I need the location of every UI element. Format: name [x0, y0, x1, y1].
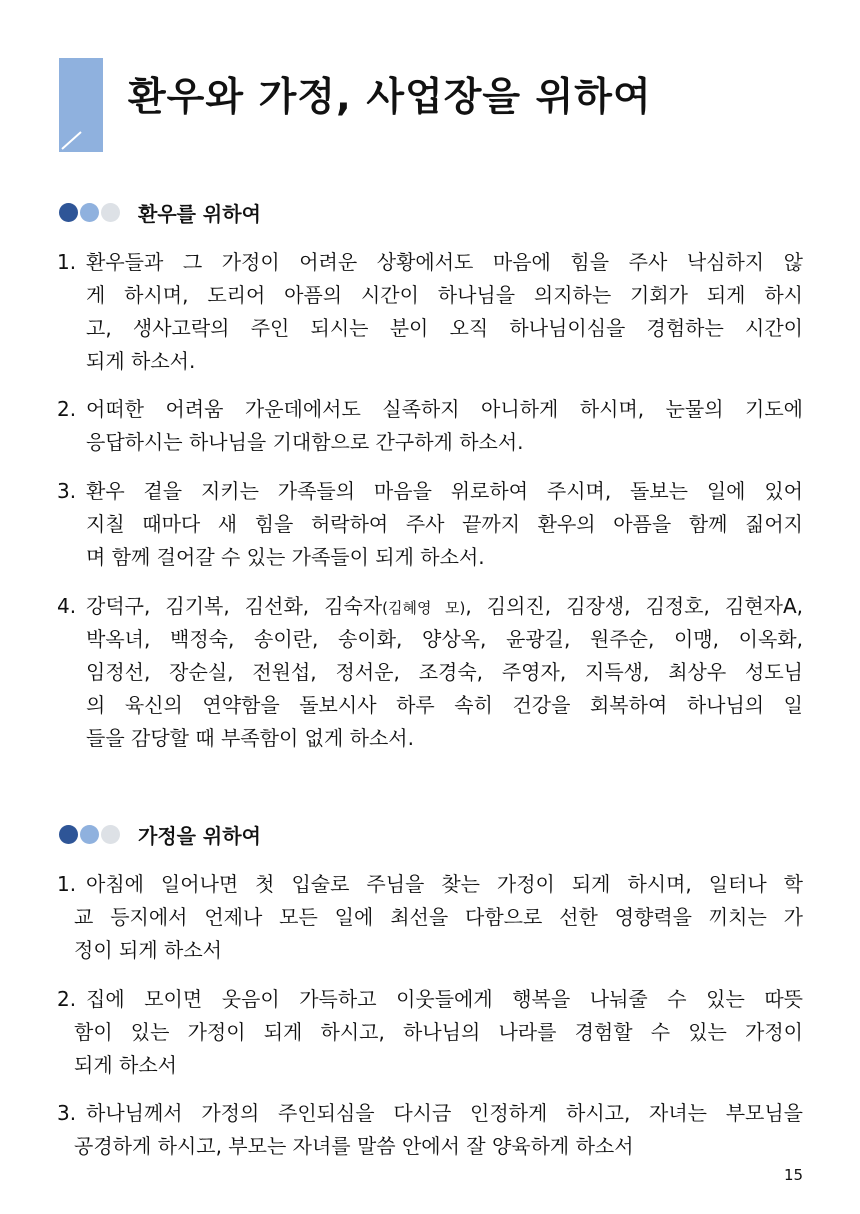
item-number: 2. — [57, 397, 77, 421]
page-title: 환우와 가정, 사업장을 위하여 — [128, 75, 652, 120]
item-number: 4. — [57, 594, 77, 618]
section-title: 환우를 위하여 — [138, 201, 261, 226]
dot-pale-icon — [101, 825, 120, 844]
dot-dark-icon — [59, 203, 78, 222]
item-line: 되게 하소서 — [74, 1053, 177, 1077]
item-line: 어떠한 어려움 가운데에서도 실족하지 아니하게 하시며, 눈물의 기도에 — [86, 397, 803, 421]
item-number: 1. — [57, 250, 77, 274]
page-number: 15 — [784, 1166, 804, 1184]
item-line: 함이 있는 가정이 되게 하시고, 하나님의 나라를 경험할 수 있는 가정이 — [74, 1020, 803, 1044]
item-line: 하나님께서 가정의 주인되심을 다시금 인정하게 하시고, 자녀는 부모님을 — [86, 1101, 803, 1125]
item-line: 집에 모이면 웃음이 가득하고 이웃들에게 행복을 나눠줄 수 있는 따뜻 — [86, 987, 803, 1011]
prayer-item — [57, 1097, 803, 1163]
item-line: 임정선, 장순실, 전원섭, 정서운, 조경숙, 주영자, 지득생, 최상우 성도님 — [86, 660, 803, 684]
item-number: 3. — [57, 1101, 77, 1125]
item-number: 1. — [57, 872, 77, 896]
names-text: 강덕구, 김기복, 김선화, 김숙자 — [86, 594, 383, 618]
names-text: , 김의진, 김장생, 김정호, 김현자A, — [465, 594, 803, 618]
section-title: 가정을 위하여 — [138, 823, 261, 848]
prayer-item — [57, 393, 803, 459]
section-header-family — [59, 820, 261, 848]
section-bullet-dots-icon — [59, 203, 122, 222]
dot-light-icon — [80, 825, 99, 844]
title-accent-block — [59, 58, 103, 152]
item-line: 교 등지에서 언제나 모든 일에 최선을 다함으로 선한 영향력을 끼치는 가 — [74, 905, 803, 929]
item-line: 의 육신의 연약함을 돌보시사 하루 속히 건강을 회복하여 하나님의 일 — [86, 693, 803, 717]
item-line: 환우들과 그 가정이 어려운 상황에서도 마음에 힘을 주사 낙심하지 않 — [86, 250, 803, 274]
item-line: 환우 곁을 지키는 가족들의 마음을 위로하여 주시며, 돌보는 일에 있어 — [86, 479, 803, 503]
section-bullet-dots-icon — [59, 825, 122, 844]
item-line: 정이 되게 하소서 — [74, 938, 222, 962]
title-accent-fill — [59, 58, 103, 152]
prayer-item — [57, 983, 803, 1082]
item-line: 공경하게 하시고, 부모는 자녀를 말씀 안에서 잘 양육하게 하소서 — [74, 1134, 634, 1158]
prayer-item — [57, 590, 803, 755]
names-note: (김혜영 모) — [382, 599, 466, 617]
item-line: 지칠 때마다 새 힘을 허락하여 주사 끝까지 환우의 아픔을 함께 짊어지 — [86, 512, 803, 536]
item-line — [86, 590, 803, 623]
prayer-item — [57, 868, 803, 967]
item-line: 게 하시며, 도리어 아픔의 시간이 하나님을 의지하는 기회가 되게 하시 — [86, 283, 803, 307]
item-line: 들을 감당할 때 부족함이 없게 하소서. — [86, 726, 414, 750]
section-header-patients — [59, 198, 261, 226]
item-line: 아침에 일어나면 첫 입술로 주님을 찾는 가정이 되게 하시며, 일터나 학 — [86, 872, 803, 896]
dot-pale-icon — [101, 203, 120, 222]
item-line: 박옥녀, 백정숙, 송이란, 송이화, 양상옥, 윤광길, 원주순, 이맹, 이옥화, — [86, 627, 803, 651]
item-line: 되게 하소서. — [86, 349, 196, 373]
item-line: 며 함께 걸어갈 수 있는 가족들이 되게 하소서. — [86, 545, 485, 569]
item-number: 3. — [57, 479, 77, 503]
item-number: 2. — [57, 987, 77, 1011]
prayer-item — [57, 246, 803, 378]
dot-dark-icon — [59, 825, 78, 844]
item-line: 고, 생사고락의 주인 되시는 분이 오직 하나님이심을 경험하는 시간이 — [86, 316, 803, 340]
dot-light-icon — [80, 203, 99, 222]
item-line: 응답하시는 하나님을 기대함으로 간구하게 하소서. — [86, 430, 524, 454]
prayer-item — [57, 475, 803, 574]
